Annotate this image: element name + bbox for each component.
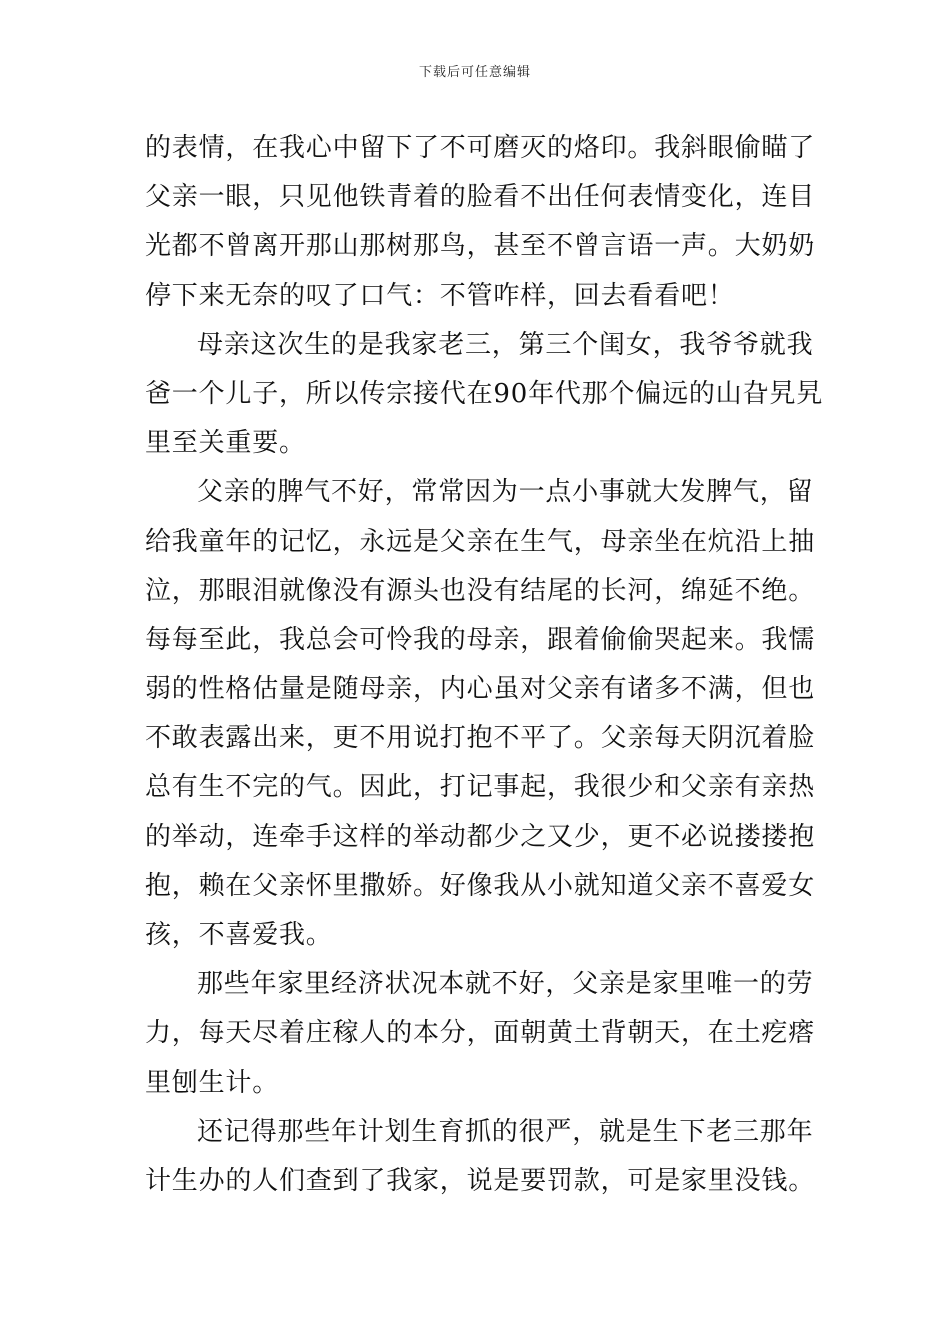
text-line: 停下来无奈的叹了口气：不管咋样，回去看看吧！: [145, 280, 735, 311]
text-line: 力，每天尽着庄稼人的本分，面朝黄土背朝天，在土疙瘩: [145, 1018, 816, 1049]
text-line: 光都不曾离开那山那树那鸟，甚至不曾言语一声。大奶奶: [145, 231, 816, 262]
text-line: 孩，不喜爱我。: [145, 920, 333, 950]
paragraph-first-line: 那些年家里经济状况本就不好，父亲是家里唯一的劳: [197, 969, 814, 1000]
text-line: 弱的性格估量是随母亲，内心虽对父亲有诸多不满，但也: [145, 674, 816, 705]
text-line: 爸一个儿子，所以传宗接代在90年代那个偏远的山旮旯旯: [145, 378, 823, 409]
text-line: 的举动，连牵手这样的举动都少之又少，更不必说搂搂抱: [145, 821, 816, 852]
text-line: 的表情，在我心中留下了不可磨灭的烙印。我斜眼偷瞄了: [145, 133, 816, 163]
text-line: 不敢表露出来，更不用说打抱不平了。父亲每天阴沉着脸: [145, 723, 816, 754]
paragraph-first-line: 母亲这次生的是我家老三，第三个闺女，我爷爷就我: [197, 329, 814, 360]
paragraph-first-line: 还记得那些年计划生育抓的很严，就是生下老三那年: [197, 1116, 814, 1147]
page-header: 下载后可任意编辑: [418, 65, 531, 80]
text-line: 每每至此，我总会可怜我的母亲，跟着偷偷哭起来。我懦: [145, 624, 816, 655]
text-line: 总有生不完的气。因此，打记事起，我很少和父亲有亲热: [145, 772, 816, 803]
text-line: 给我童年的记忆，永远是父亲在生气，母亲坐在炕沿上抽: [145, 526, 816, 557]
text-line: 里至关重要。: [145, 428, 306, 459]
text-line: 抱，赖在父亲怀里撒娇。好像我从小就知道父亲不喜爱女: [145, 870, 816, 901]
text-line: 计生办的人们查到了我家，说是要罚款，可是家里没钱。: [145, 1165, 816, 1196]
text-line: 父亲一眼，只见他铁青着的脸看不出任何表情变化，连目: [145, 182, 816, 213]
text-line: 里刨生计。: [145, 1067, 280, 1098]
document-body: [145, 124, 823, 1206]
paragraph-first-line: 父亲的脾气不好，常常因为一点小事就大发脾气，留: [197, 477, 814, 508]
text-line: 泣，那眼泪就像没有源头也没有结尾的长河，绵延不绝。: [145, 575, 816, 606]
